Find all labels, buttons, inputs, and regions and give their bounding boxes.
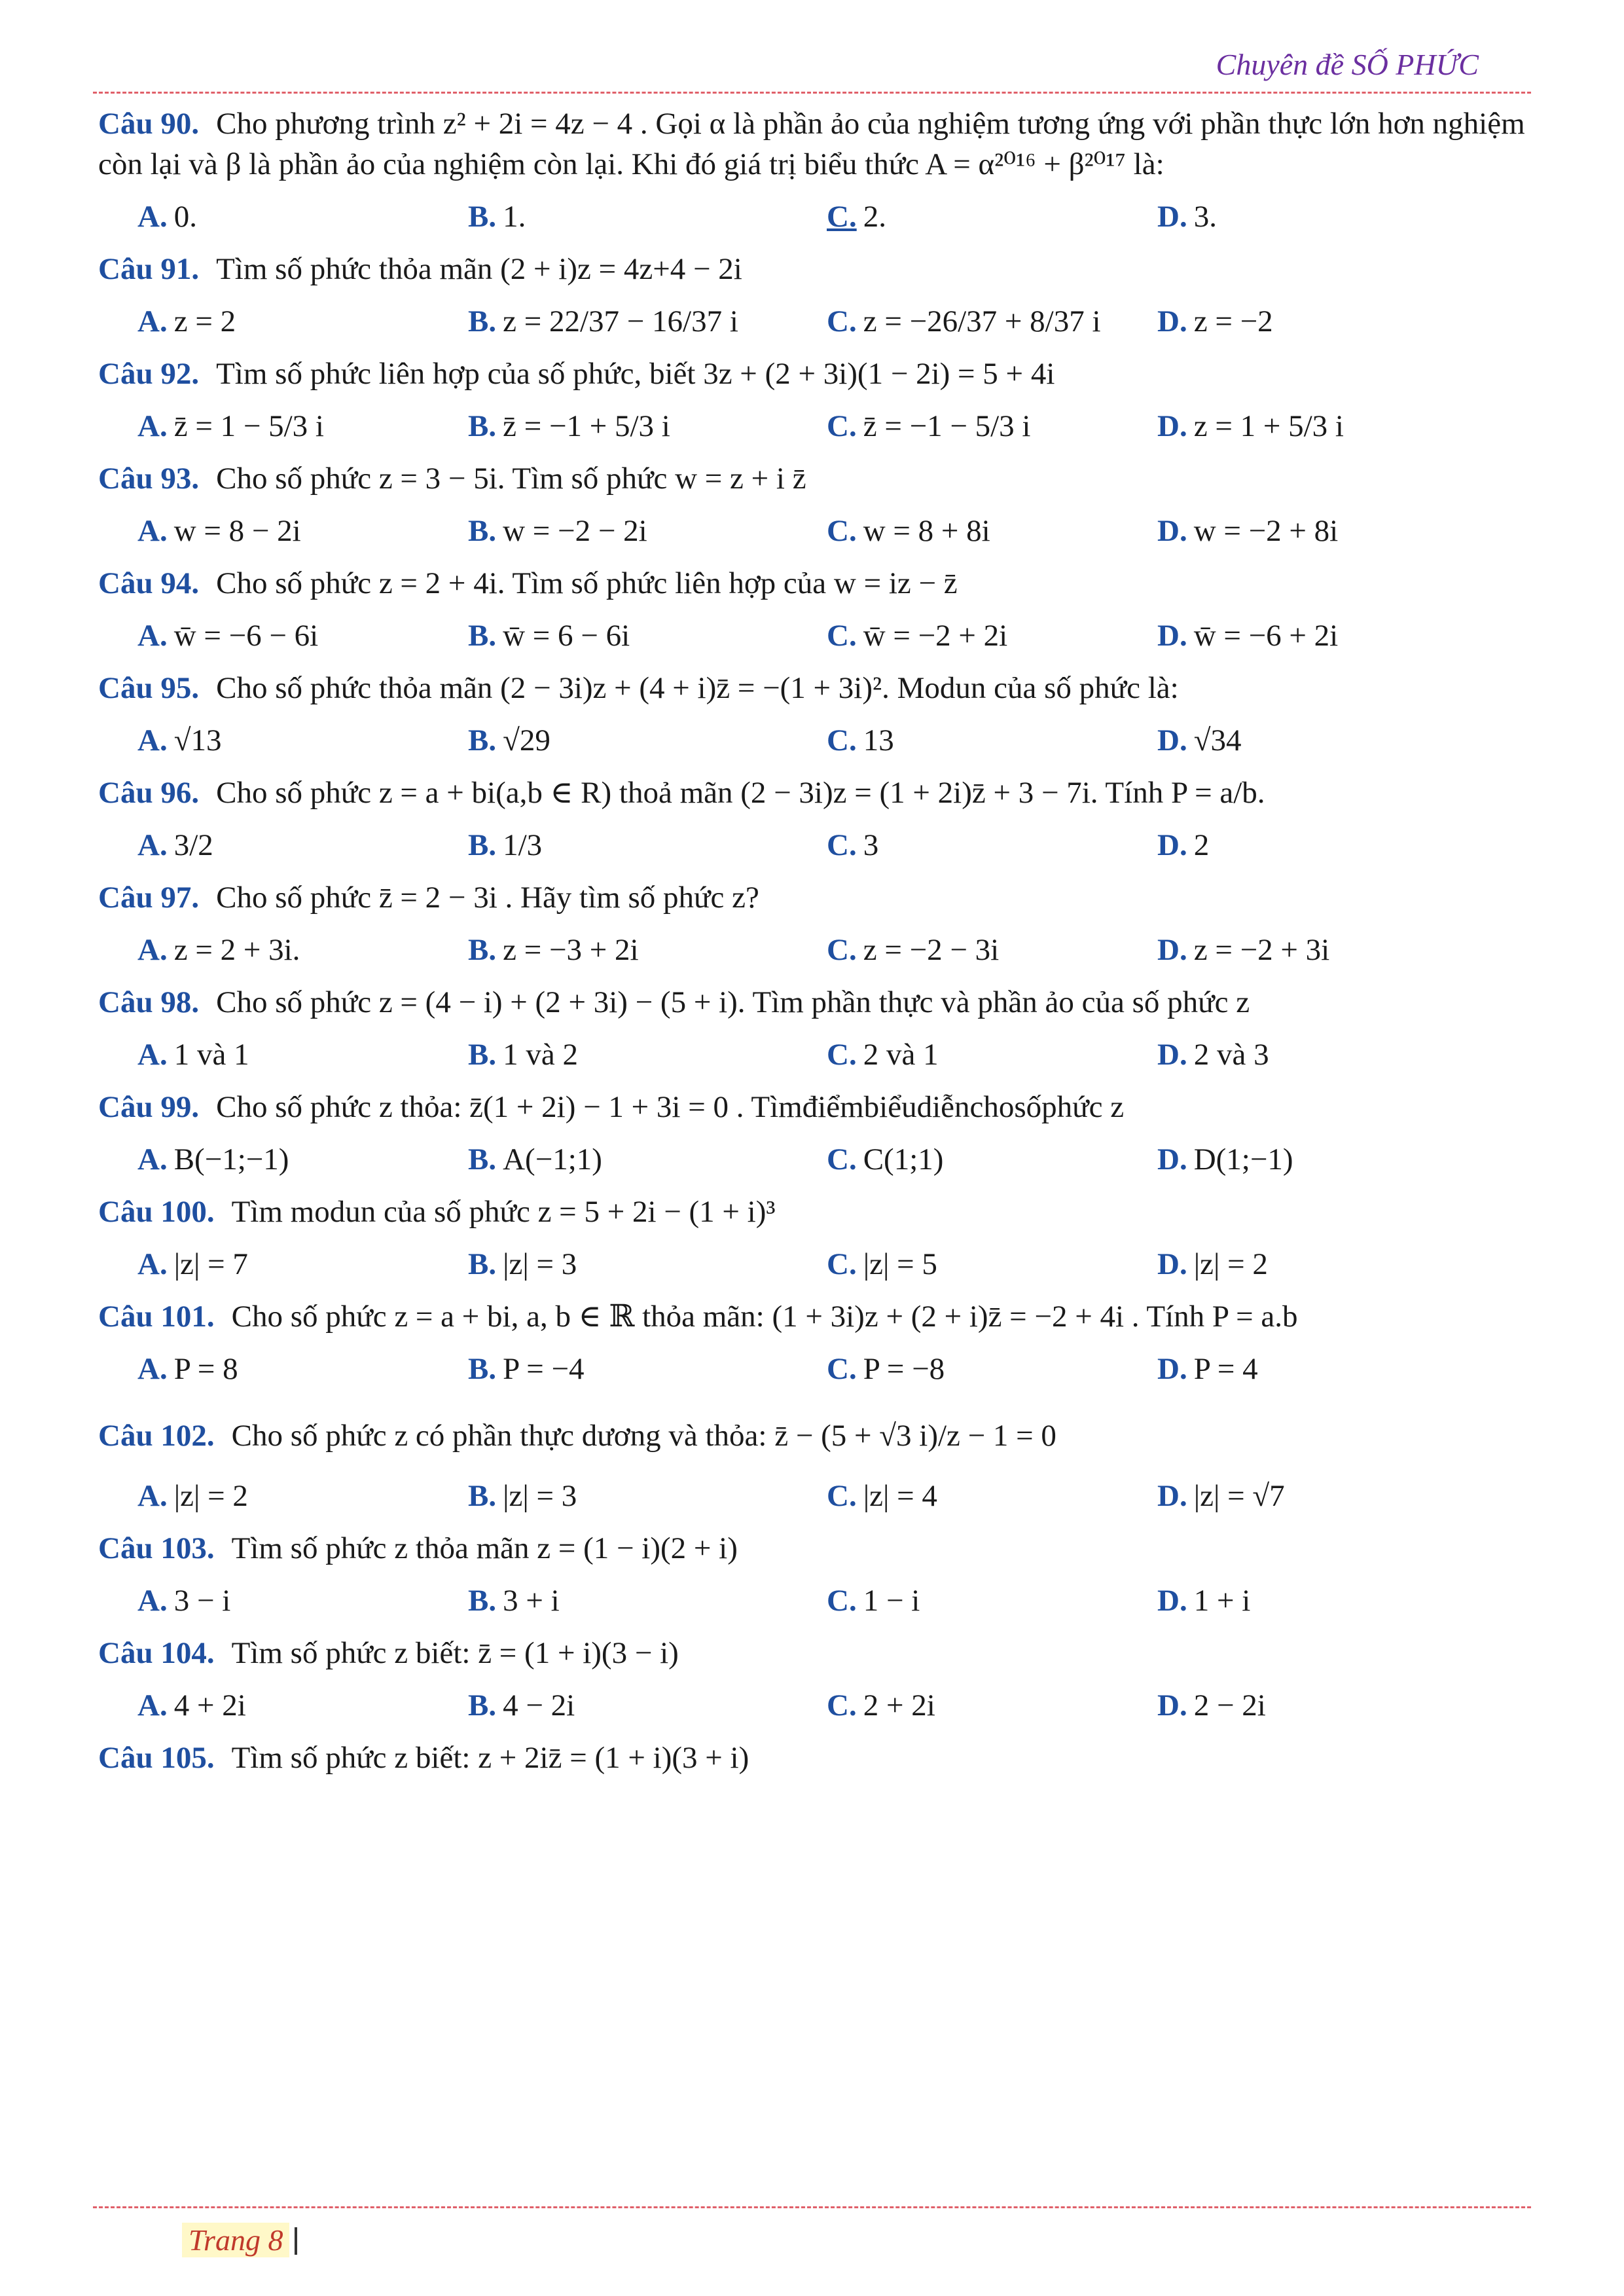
option-d[interactable]: D. 2 và 3 [1157,1038,1269,1072]
question-number: Câu 102. [98,1419,215,1453]
option-b[interactable]: B. z = 22/37 − 16/37 i [468,304,738,338]
question-number: Câu 104. [98,1636,215,1670]
option-d[interactable]: D. 2 [1157,828,1210,862]
question-number: Câu 92. [98,357,200,391]
option-c[interactable]: C. z = −2 − 3i [827,933,1000,967]
question-number: Câu 100. [98,1195,215,1229]
question-text: Cho số phức z = 3 − 5i. Tìm số phức w = z + i z̄ [216,462,806,496]
option-a[interactable]: A. P = 8 [137,1352,238,1386]
option-c[interactable]: C. |z| = 4 [827,1479,937,1513]
option-c[interactable]: C. 2 và 1 [827,1038,939,1072]
option-c[interactable]: C. w = 8 + 8i [827,514,990,548]
option-c[interactable]: C. |z| = 5 [827,1247,937,1281]
question-number: Câu 90. [98,107,200,141]
option-d[interactable]: D. w = −2 + 8i [1157,514,1339,548]
option-a[interactable]: A. w = 8 − 2i [137,514,301,548]
answer-options [137,196,1538,237]
option-b[interactable]: B. w = −2 − 2i [468,514,647,548]
question [98,668,1538,708]
option-b[interactable]: B. 1 và 2 [468,1038,578,1072]
question-text: Tìm số phức z biết: z̄ = (1 + i)(3 − i) [231,1636,679,1670]
option-d[interactable]: D. P = 4 [1157,1352,1258,1386]
answer-options [137,1139,1538,1180]
question [98,773,1538,813]
option-b[interactable]: B. 1. [468,200,526,234]
question-text: Cho số phức z có phần thực dương và thỏa: z̄ − (5 + √3 i)/z − 1 = 0 [231,1419,1056,1453]
option-d[interactable]: D. 1 + i [1157,1584,1251,1618]
question-number: Câu 94. [98,566,200,600]
option-c[interactable]: C. 3 [827,828,879,862]
option-a[interactable]: A. 3 − i [137,1584,231,1618]
question-text: Cho số phức thỏa mãn (2 − 3i)z + (4 + i)z̄ = −(1 + 3i)². Modun của số phức là: [216,671,1179,705]
option-c[interactable]: C. C(1;1) [827,1142,944,1176]
option-d[interactable]: D. z = −2 [1157,304,1273,338]
option-c[interactable]: C. 13 [827,723,894,757]
answer-options [137,930,1538,970]
document-header-title: Chuyên đề SỐ PHỨC [1216,48,1479,81]
question-number: Câu 98. [98,985,200,1019]
option-a[interactable]: A. z = 2 [137,304,236,338]
option-a[interactable]: A. |z| = 7 [137,1247,248,1281]
question [98,1738,1538,1778]
option-d[interactable]: D. √34 [1157,723,1242,757]
question [98,249,1538,289]
question-number: Câu 95. [98,671,200,705]
page-number: Trang 8 [182,2223,289,2257]
option-d[interactable]: D. D(1;−1) [1157,1142,1293,1176]
question-text: Cho phương trình z² + 2i = 4z − 4 . Gọi α là phần ảo của nghiệm tương ứng với phần thực lớn hơn nghiệm còn lại và β là phần ảo của nghiệm còn lại. Khi đó giá trị biểu thức A = α²⁰¹⁶ + β²⁰¹⁷ là: [98,107,1525,181]
option-b[interactable]: B. 3 + i [468,1584,560,1618]
question [98,1296,1538,1337]
question-text: Cho số phức z = a + bi, a, b ∈ ℝ thỏa mãn: (1 + 3i)z + (2 + i)z̄ = −2 + 4i . Tính P = a.b [231,1300,1298,1334]
question [98,1192,1538,1232]
question-number: Câu 96. [98,776,200,810]
option-a[interactable]: A. √13 [137,723,222,757]
question-number: Câu 99. [98,1090,200,1124]
answer-options [137,301,1538,342]
option-a[interactable]: A. |z| = 2 [137,1479,248,1513]
option-c[interactable]: C. z = −26/37 + 8/37 i [827,304,1101,338]
question [98,982,1538,1023]
option-c[interactable]: C. 2 + 2i [827,1688,935,1722]
question [98,354,1538,394]
option-b[interactable]: B. w̄ = 6 − 6i [468,619,630,653]
answer-options [137,1034,1538,1075]
option-a[interactable]: A. 4 + 2i [137,1688,246,1722]
option-a[interactable]: A. 0. [137,200,197,234]
option-a[interactable]: A. 3/2 [137,828,213,862]
option-d[interactable]: D. w̄ = −6 + 2i [1157,619,1339,653]
question-text: Tìm số phức liên hợp của số phức, biết 3z + (2 + 3i)(1 − 2i) = 5 + 4i [216,357,1055,391]
footer-separator [295,2227,297,2255]
question [98,103,1538,185]
question-text: Cho số phức z thỏa: z̄(1 + 2i) − 1 + 3i = 0 . Tìmđiểmbiểudiễnchosốphức z [216,1090,1125,1124]
question [98,1633,1538,1673]
option-a[interactable]: A. B(−1;−1) [137,1142,289,1176]
option-a[interactable]: A. w̄ = −6 − 6i [137,619,319,653]
question [98,1415,1538,1456]
question-text: Tìm số phức z thỏa mãn z = (1 − i)(2 + i) [231,1531,738,1565]
answer-options [137,615,1538,656]
answer-options [137,1580,1538,1621]
answer-options [137,825,1538,866]
question [98,563,1538,604]
option-b[interactable]: B. √29 [468,723,550,757]
question-text: Tìm modun của số phức z = 5 + 2i − (1 + i)³ [231,1195,776,1229]
question-number: Câu 93. [98,462,200,496]
question-text: Cho số phức z̄ = 2 − 3i . Hãy tìm số phức z? [216,881,759,915]
option-d[interactable]: D. z = −2 + 3i [1157,933,1330,967]
question-text: Tìm số phức thỏa mãn (2 + i)z = 4z+4 − 2i [216,252,742,286]
question [98,1087,1538,1127]
answer-options [137,406,1538,446]
question-number: Câu 101. [98,1300,215,1334]
question-number: Câu 91. [98,252,200,286]
option-b[interactable]: B. |z| = 3 [468,1247,577,1281]
option-c[interactable]: C. w̄ = −2 + 2i [827,619,1008,653]
option-b[interactable]: B. 4 − 2i [468,1688,575,1722]
option-c[interactable]: C. z̄ = −1 − 5/3 i [827,409,1031,443]
question-number: Câu 105. [98,1741,215,1775]
question-number: Câu 97. [98,881,200,915]
answer-options [137,1476,1538,1516]
answer-options [137,1244,1538,1285]
question-number: Câu 103. [98,1531,215,1565]
answer-options [137,1349,1538,1389]
answer-options [137,1685,1538,1726]
option-b[interactable]: B. A(−1;1) [468,1142,602,1176]
option-c[interactable]: C. 1 − i [827,1584,920,1618]
option-a[interactable]: A. 1 và 1 [137,1038,249,1072]
question [98,458,1538,499]
answer-options [137,511,1538,551]
option-d[interactable]: D. |z| = √7 [1157,1479,1285,1513]
question-text: Cho số phức z = 2 + 4i. Tìm số phức liên hợp của w = iz − z̄ [216,566,958,600]
option-c[interactable]: C. P = −8 [827,1352,945,1386]
question [98,1528,1538,1569]
question-list [98,103,1538,1790]
option-b[interactable]: B. z = −3 + 2i [468,933,639,967]
option-a[interactable]: A. z = 2 + 3i. [137,933,300,967]
option-b[interactable]: B. P = −4 [468,1352,585,1386]
option-d[interactable]: D. 2 − 2i [1157,1688,1266,1722]
option-d[interactable]: D. |z| = 2 [1157,1247,1268,1281]
footer-divider [93,2206,1531,2208]
question-text: Cho số phức z = (4 − i) + (2 + 3i) − (5 + i). Tìm phần thực và phần ảo của số phức z [216,985,1250,1019]
question [98,877,1538,918]
option-b[interactable]: B. z̄ = −1 + 5/3 i [468,409,670,443]
option-a[interactable]: A. z̄ = 1 − 5/3 i [137,409,324,443]
option-c[interactable]: C. 2. [827,200,886,234]
header-divider [93,92,1531,94]
question-text: Tìm số phức z biết: z + 2iz̄ = (1 + i)(3 + i) [231,1741,749,1775]
answer-options [137,720,1538,761]
option-b[interactable]: B. |z| = 3 [468,1479,577,1513]
option-d[interactable]: D. 3. [1157,200,1217,234]
option-b[interactable]: B. 1/3 [468,828,543,862]
question-text: Cho số phức z = a + bi(a,b ∈ R) thoả mãn (2 − 3i)z = (1 + 2i)z̄ + 3 − 7i. Tính P = a/b. [216,776,1265,810]
option-d[interactable]: D. z = 1 + 5/3 i [1157,409,1344,443]
